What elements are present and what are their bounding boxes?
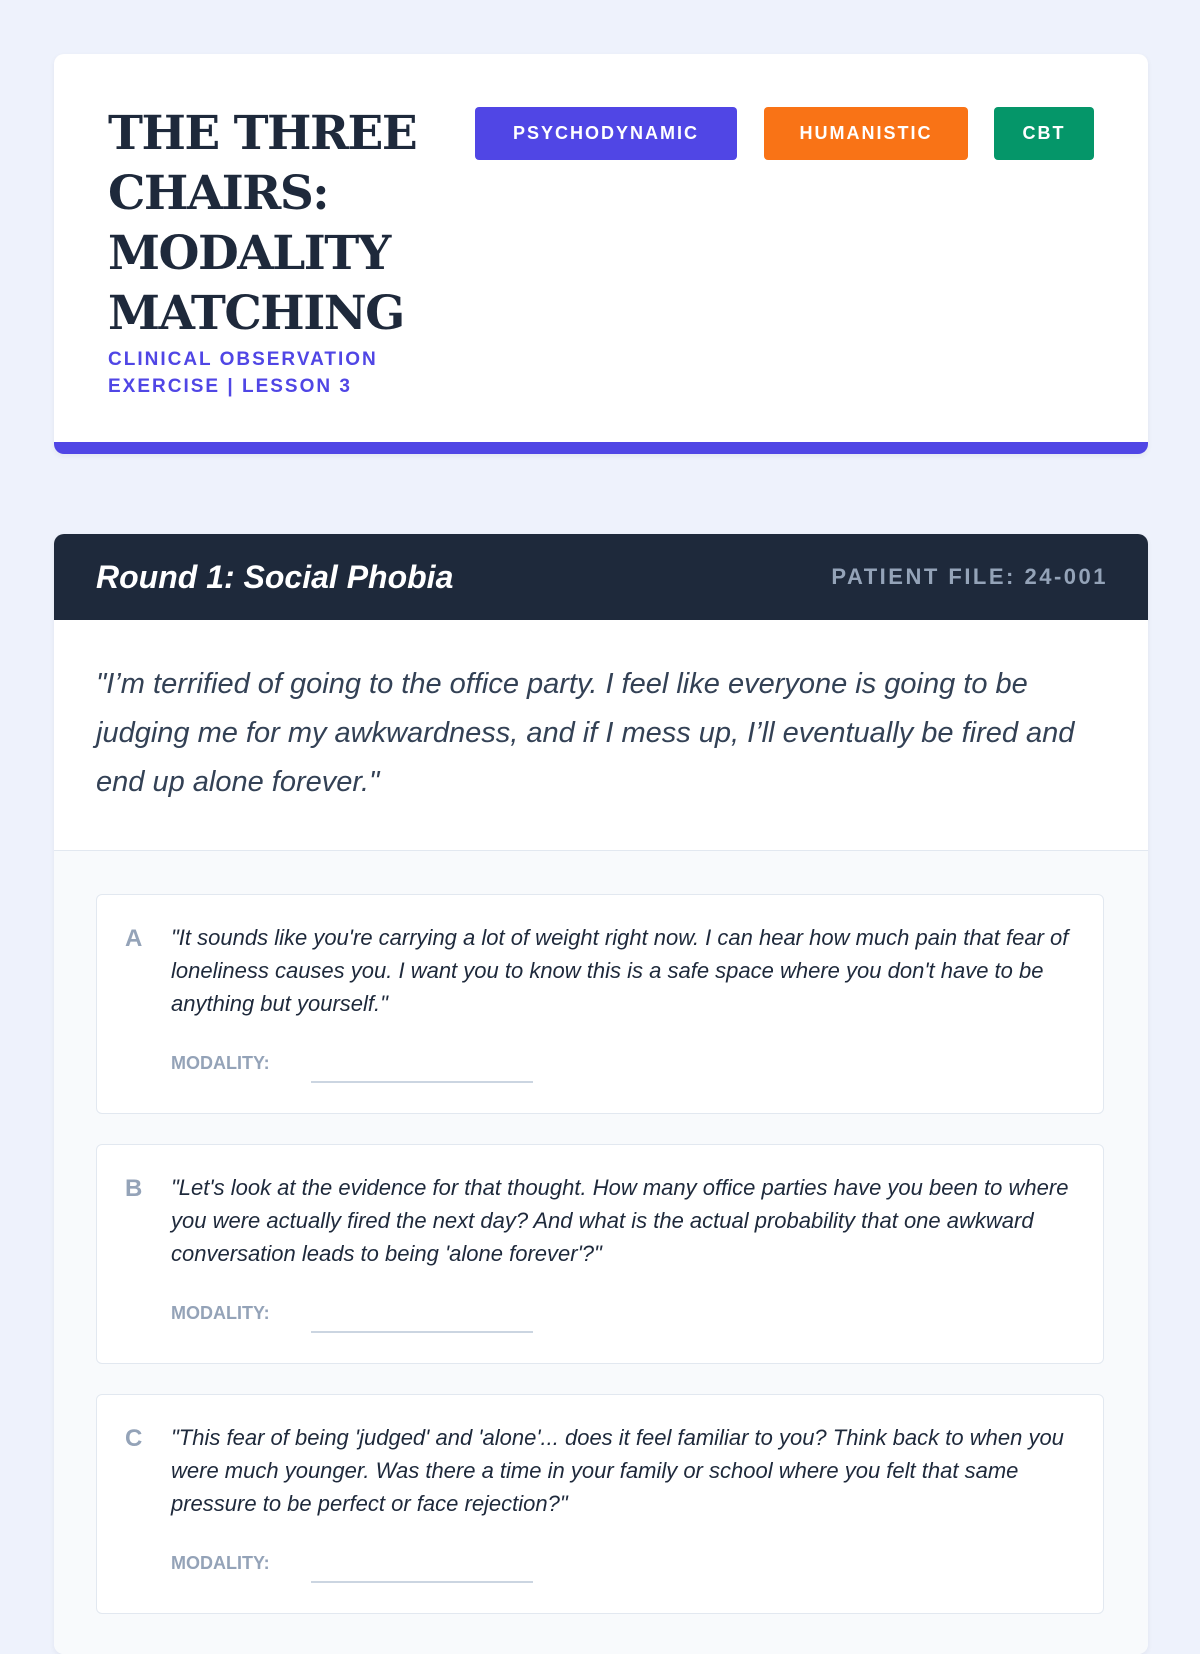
modality-label: MODALITY: <box>171 1553 270 1573</box>
patient-file-id: PATIENT FILE: 24-001 <box>831 564 1108 589</box>
modality-label: MODALITY: <box>171 1053 270 1073</box>
tag-psychodynamic[interactable]: PSYCHODYNAMIC <box>475 107 737 160</box>
option-response: "It sounds like you're carrying a lot of weight right now. I can hear how much pain that fear of loneliness causes you. I want you to know this is a safe space where you don't have to be anything but yourself." <box>171 925 1069 1016</box>
option-letter: A <box>125 925 143 952</box>
tag-humanistic[interactable]: HUMANISTIC <box>764 107 968 160</box>
round-header <box>54 534 1148 620</box>
option-response: "This fear of being 'judged' and 'alone'... does it feel familiar to you? Think back to when you were much younger. Was there a time in your family or school where you felt that same pressure to be perfect or face rejection?" <box>171 1425 1064 1516</box>
page-title: THE THREE CHAIRS: MODALITY MATCHING <box>108 106 417 341</box>
page-subtitle: CLINICAL OBSERVATION EXERCISE | LESSON 3 <box>108 349 378 397</box>
round-title: Round 1: Social Phobia <box>96 558 454 595</box>
option-card-b <box>96 1144 1104 1364</box>
patient-quote: "I’m terrified of going to the office party. I feel like everyone is going to be judging me for my awkwardness, and if I mess up, I’ll eventually be fired and end up alone forever." <box>96 668 1075 798</box>
round-card <box>54 534 1148 1654</box>
patient-quote-section <box>54 620 1148 851</box>
modality-input-b[interactable] <box>311 1295 533 1333</box>
option-response: "Let's look at the evidence for that thought. How many office parties have you been to where you were actually fired the next day? And what is the actual probability that one awkward conversation leads to being 'alone forever'?" <box>171 1175 1069 1266</box>
tag-cbt[interactable]: CBT <box>994 107 1094 160</box>
header-card <box>54 54 1148 454</box>
modality-label: MODALITY: <box>171 1303 270 1323</box>
response-options <box>54 851 1148 1654</box>
modality-input-c[interactable] <box>311 1545 533 1583</box>
option-card-c <box>96 1394 1104 1614</box>
option-card-a <box>96 894 1104 1114</box>
header-accent-bar <box>54 442 1148 454</box>
modality-input-a[interactable] <box>311 1045 533 1083</box>
option-letter: B <box>125 1175 143 1202</box>
option-letter: C <box>125 1425 143 1452</box>
